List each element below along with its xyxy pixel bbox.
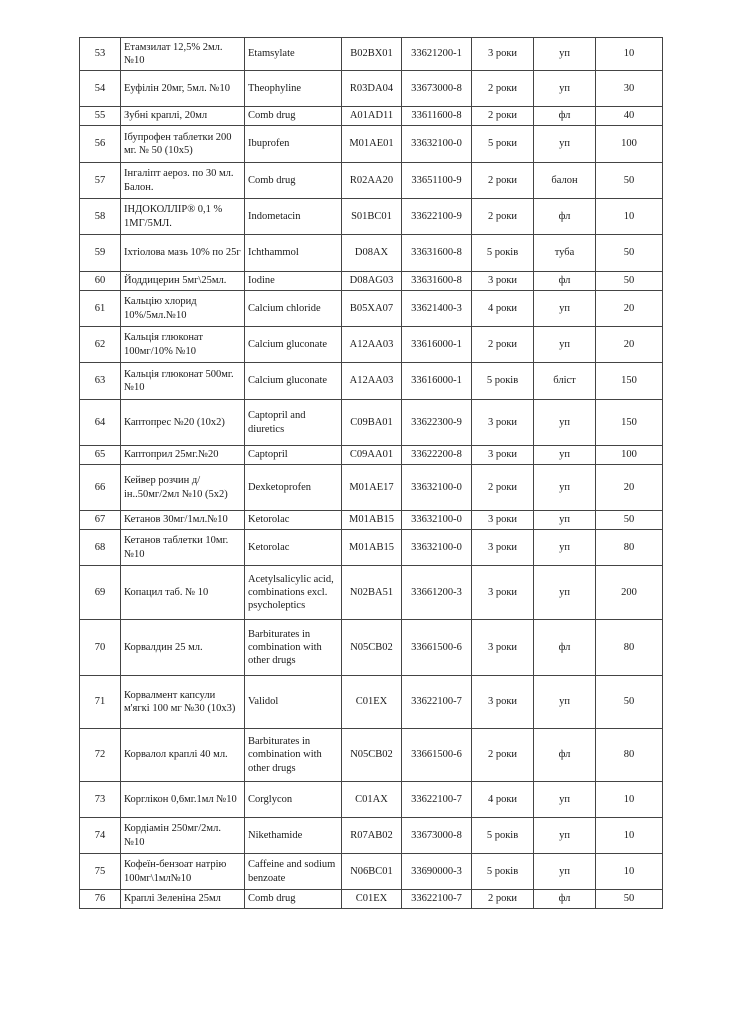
shelf-life-cell: 3 роки [472,272,534,291]
table-row [80,676,663,729]
drug-name-cell: Еуфілін 20мг, 5мл. №10 [121,71,245,107]
table-row [80,38,663,71]
atc-code-cell: D08AG03 [342,272,402,291]
dk-code-cell: 33661500-6 [402,729,472,782]
row-number-cell: 72 [80,729,121,782]
drug-name-cell: Корвалол краплі 40 мл. [121,729,245,782]
quantity-cell: 80 [596,729,663,782]
row-number-cell: 69 [80,566,121,620]
package-unit-cell: бліст [534,363,596,400]
dk-code-cell: 33632100-0 [402,530,472,566]
atc-code-cell: N05CB02 [342,620,402,676]
atc-code-cell: C01AX [342,782,402,818]
table-row [80,729,663,782]
package-unit-cell: балон [534,163,596,199]
row-number-cell: 70 [80,620,121,676]
quantity-cell: 30 [596,71,663,107]
shelf-life-cell: 3 роки [472,566,534,620]
shelf-life-cell: 3 роки [472,620,534,676]
inn-name-cell: Ketorolac [245,511,342,530]
shelf-life-cell: 2 роки [472,729,534,782]
table-row [80,854,663,890]
inn-name-cell: Indometacin [245,199,342,235]
inn-name-cell: Etamsylate [245,38,342,71]
dk-code-cell: 33622300-9 [402,400,472,446]
shelf-life-cell: 3 роки [472,676,534,729]
dk-code-cell: 33622100-7 [402,890,472,909]
package-unit-cell: уп [534,126,596,163]
table-row [80,818,663,854]
table-row [80,363,663,400]
table-row [80,235,663,272]
inn-name-cell: Ibuprofen [245,126,342,163]
atc-code-cell: C01EX [342,676,402,729]
quantity-cell: 80 [596,620,663,676]
quantity-cell: 80 [596,530,663,566]
dk-code-cell: 33611600-8 [402,107,472,126]
quantity-cell: 100 [596,446,663,465]
drug-name-cell: Зубні краплі, 20мл [121,107,245,126]
atc-code-cell: N06BC01 [342,854,402,890]
package-unit-cell: уп [534,291,596,327]
package-unit-cell: уп [534,676,596,729]
inn-name-cell: Nikethamide [245,818,342,854]
package-unit-cell: уп [534,400,596,446]
shelf-life-cell: 5 років [472,818,534,854]
dk-code-cell: 33632100-0 [402,126,472,163]
row-number-cell: 57 [80,163,121,199]
table-body [80,38,663,909]
drug-name-cell: Ібупрофен таблетки 200 мг. № 50 (10х5) [121,126,245,163]
shelf-life-cell: 3 роки [472,511,534,530]
inn-name-cell: Validol [245,676,342,729]
dk-code-cell: 33651100-9 [402,163,472,199]
dk-code-cell: 33673000-8 [402,818,472,854]
row-number-cell: 67 [80,511,121,530]
row-number-cell: 63 [80,363,121,400]
table-row [80,107,663,126]
table-row [80,400,663,446]
inn-name-cell: Ichthammol [245,235,342,272]
drug-name-cell: Кордіамін 250мг/2мл. №10 [121,818,245,854]
package-unit-cell: фл [534,620,596,676]
package-unit-cell: уп [534,511,596,530]
dk-code-cell: 33632100-0 [402,511,472,530]
quantity-cell: 10 [596,854,663,890]
quantity-cell: 50 [596,235,663,272]
package-unit-cell: туба [534,235,596,272]
quantity-cell: 20 [596,291,663,327]
table-row [80,199,663,235]
dk-code-cell: 33632100-0 [402,465,472,511]
package-unit-cell: фл [534,729,596,782]
drug-name-cell: Краплі Зеленіна 25мл [121,890,245,909]
atc-code-cell: A12AA03 [342,327,402,363]
table-row [80,327,663,363]
package-unit-cell: фл [534,890,596,909]
quantity-cell: 10 [596,199,663,235]
table-row [80,465,663,511]
inn-name-cell: Comb drug [245,890,342,909]
medication-table [79,37,663,909]
package-unit-cell: уп [534,566,596,620]
drug-name-cell: Кетанов 30мг/1мл.№10 [121,511,245,530]
quantity-cell: 100 [596,126,663,163]
quantity-cell: 50 [596,272,663,291]
atc-code-cell: A01AD11 [342,107,402,126]
package-unit-cell: фл [534,272,596,291]
inn-name-cell: Captopril and diuretics [245,400,342,446]
package-unit-cell: фл [534,199,596,235]
dk-code-cell: 33621400-3 [402,291,472,327]
dk-code-cell: 33661200-3 [402,566,472,620]
drug-name-cell: ІНДОКОЛЛІР® 0,1 % 1МГ/5МЛ. [121,199,245,235]
dk-code-cell: 33631600-8 [402,235,472,272]
table-row [80,126,663,163]
dk-code-cell: 33622100-9 [402,199,472,235]
inn-name-cell: Ketorolac [245,530,342,566]
drug-name-cell: Каптопрес №20 (10х2) [121,400,245,446]
row-number-cell: 65 [80,446,121,465]
atc-code-cell: S01BC01 [342,199,402,235]
row-number-cell: 71 [80,676,121,729]
shelf-life-cell: 3 роки [472,400,534,446]
atc-code-cell: R02AA20 [342,163,402,199]
package-unit-cell: уп [534,530,596,566]
drug-name-cell: Корвалдин 25 мл. [121,620,245,676]
table-row [80,530,663,566]
quantity-cell: 20 [596,327,663,363]
inn-name-cell: Caffeine and sodium benzoate [245,854,342,890]
row-number-cell: 64 [80,400,121,446]
dk-code-cell: 33621200-1 [402,38,472,71]
drug-name-cell: Кетанов таблетки 10мг. №10 [121,530,245,566]
shelf-life-cell: 2 роки [472,107,534,126]
atc-code-cell: M01AE17 [342,465,402,511]
dk-code-cell: 33616000-1 [402,363,472,400]
quantity-cell: 50 [596,163,663,199]
shelf-life-cell: 4 роки [472,291,534,327]
package-unit-cell: уп [534,446,596,465]
dk-code-cell: 33622100-7 [402,782,472,818]
atc-code-cell: R03DA04 [342,71,402,107]
table-row [80,511,663,530]
inn-name-cell: Corglycon [245,782,342,818]
quantity-cell: 50 [596,890,663,909]
drug-name-cell: Кальція глюконат 100мг/10% №10 [121,327,245,363]
inn-name-cell: Theophyline [245,71,342,107]
table-row [80,446,663,465]
table-row [80,566,663,620]
row-number-cell: 73 [80,782,121,818]
atc-code-cell: M01AB15 [342,511,402,530]
row-number-cell: 68 [80,530,121,566]
dk-code-cell: 33616000-1 [402,327,472,363]
atc-code-cell: B05XA07 [342,291,402,327]
row-number-cell: 76 [80,890,121,909]
atc-code-cell: A12AA03 [342,363,402,400]
shelf-life-cell: 5 років [472,363,534,400]
package-unit-cell: уп [534,818,596,854]
inn-name-cell: Comb drug [245,107,342,126]
row-number-cell: 62 [80,327,121,363]
shelf-life-cell: 3 роки [472,530,534,566]
quantity-cell: 10 [596,38,663,71]
atc-code-cell: C09BA01 [342,400,402,446]
row-number-cell: 75 [80,854,121,890]
inn-name-cell: Barbiturates in combination with other drugs [245,729,342,782]
atc-code-cell: D08AX [342,235,402,272]
atc-code-cell: N05CB02 [342,729,402,782]
shelf-life-cell: 2 роки [472,71,534,107]
table-row [80,272,663,291]
shelf-life-cell: 2 роки [472,199,534,235]
inn-name-cell: Calcium gluconate [245,363,342,400]
drug-name-cell: Кейвер розчин д/ін..50мг/2мл №10 (5х2) [121,465,245,511]
drug-name-cell: Іхтіолова мазь 10% по 25г [121,235,245,272]
package-unit-cell: фл [534,107,596,126]
quantity-cell: 20 [596,465,663,511]
row-number-cell: 55 [80,107,121,126]
shelf-life-cell: 3 роки [472,38,534,71]
drug-name-cell: Корвалмент капсули м'ягкі 100 мг №30 (10х3) [121,676,245,729]
table-row [80,291,663,327]
shelf-life-cell: 5 роки [472,126,534,163]
inn-name-cell: Captopril [245,446,342,465]
shelf-life-cell: 2 роки [472,465,534,511]
dk-code-cell: 33673000-8 [402,71,472,107]
drug-name-cell: Корглікон 0,6мг.1мл №10 [121,782,245,818]
inn-name-cell: Dexketoprofen [245,465,342,511]
drug-name-cell: Кальцію хлорид 10%/5мл.№10 [121,291,245,327]
drug-name-cell: Йоддицерин 5мг\25мл. [121,272,245,291]
dk-code-cell: 33661500-6 [402,620,472,676]
inn-name-cell: Calcium chloride [245,291,342,327]
row-number-cell: 54 [80,71,121,107]
table-row [80,620,663,676]
table-row [80,890,663,909]
package-unit-cell: уп [534,782,596,818]
table-row [80,71,663,107]
quantity-cell: 150 [596,400,663,446]
table-row [80,163,663,199]
row-number-cell: 56 [80,126,121,163]
shelf-life-cell: 3 роки [472,446,534,465]
atc-code-cell: M01AE01 [342,126,402,163]
shelf-life-cell: 5 років [472,854,534,890]
row-number-cell: 58 [80,199,121,235]
shelf-life-cell: 2 роки [472,890,534,909]
quantity-cell: 40 [596,107,663,126]
inn-name-cell: Calcium gluconate [245,327,342,363]
dk-code-cell: 33622200-8 [402,446,472,465]
dk-code-cell: 33690000-3 [402,854,472,890]
row-number-cell: 66 [80,465,121,511]
quantity-cell: 50 [596,676,663,729]
atc-code-cell: C09AA01 [342,446,402,465]
atc-code-cell: M01AB15 [342,530,402,566]
atc-code-cell: R07AB02 [342,818,402,854]
row-number-cell: 60 [80,272,121,291]
drug-name-cell: Етамзилат 12,5% 2мл. №10 [121,38,245,71]
atc-code-cell: B02BX01 [342,38,402,71]
package-unit-cell: уп [534,71,596,107]
dk-code-cell: 33622100-7 [402,676,472,729]
atc-code-cell: N02BA51 [342,566,402,620]
inn-name-cell: Barbiturates in combination with other drugs [245,620,342,676]
shelf-life-cell: 2 роки [472,163,534,199]
row-number-cell: 74 [80,818,121,854]
inn-name-cell: Acetylsalicylic acid, combinations excl. psycholeptics [245,566,342,620]
row-number-cell: 53 [80,38,121,71]
shelf-life-cell: 4 роки [472,782,534,818]
quantity-cell: 10 [596,818,663,854]
drug-name-cell: Кальція глюконат 500мг. №10 [121,363,245,400]
package-unit-cell: уп [534,465,596,511]
drug-name-cell: Інгаліпт аероз. по 30 мл. Балон. [121,163,245,199]
row-number-cell: 59 [80,235,121,272]
quantity-cell: 150 [596,363,663,400]
inn-name-cell: Iodine [245,272,342,291]
atc-code-cell: C01EX [342,890,402,909]
drug-name-cell: Кофеїн-бензоат натрію 100мг\1мл№10 [121,854,245,890]
row-number-cell: 61 [80,291,121,327]
shelf-life-cell: 5 років [472,235,534,272]
drug-name-cell: Каптоприл 25мг.№20 [121,446,245,465]
package-unit-cell: уп [534,38,596,71]
shelf-life-cell: 2 роки [472,327,534,363]
inn-name-cell: Comb drug [245,163,342,199]
quantity-cell: 10 [596,782,663,818]
table-row [80,782,663,818]
quantity-cell: 200 [596,566,663,620]
package-unit-cell: уп [534,854,596,890]
package-unit-cell: уп [534,327,596,363]
dk-code-cell: 33631600-8 [402,272,472,291]
quantity-cell: 50 [596,511,663,530]
drug-name-cell: Копацил таб. № 10 [121,566,245,620]
